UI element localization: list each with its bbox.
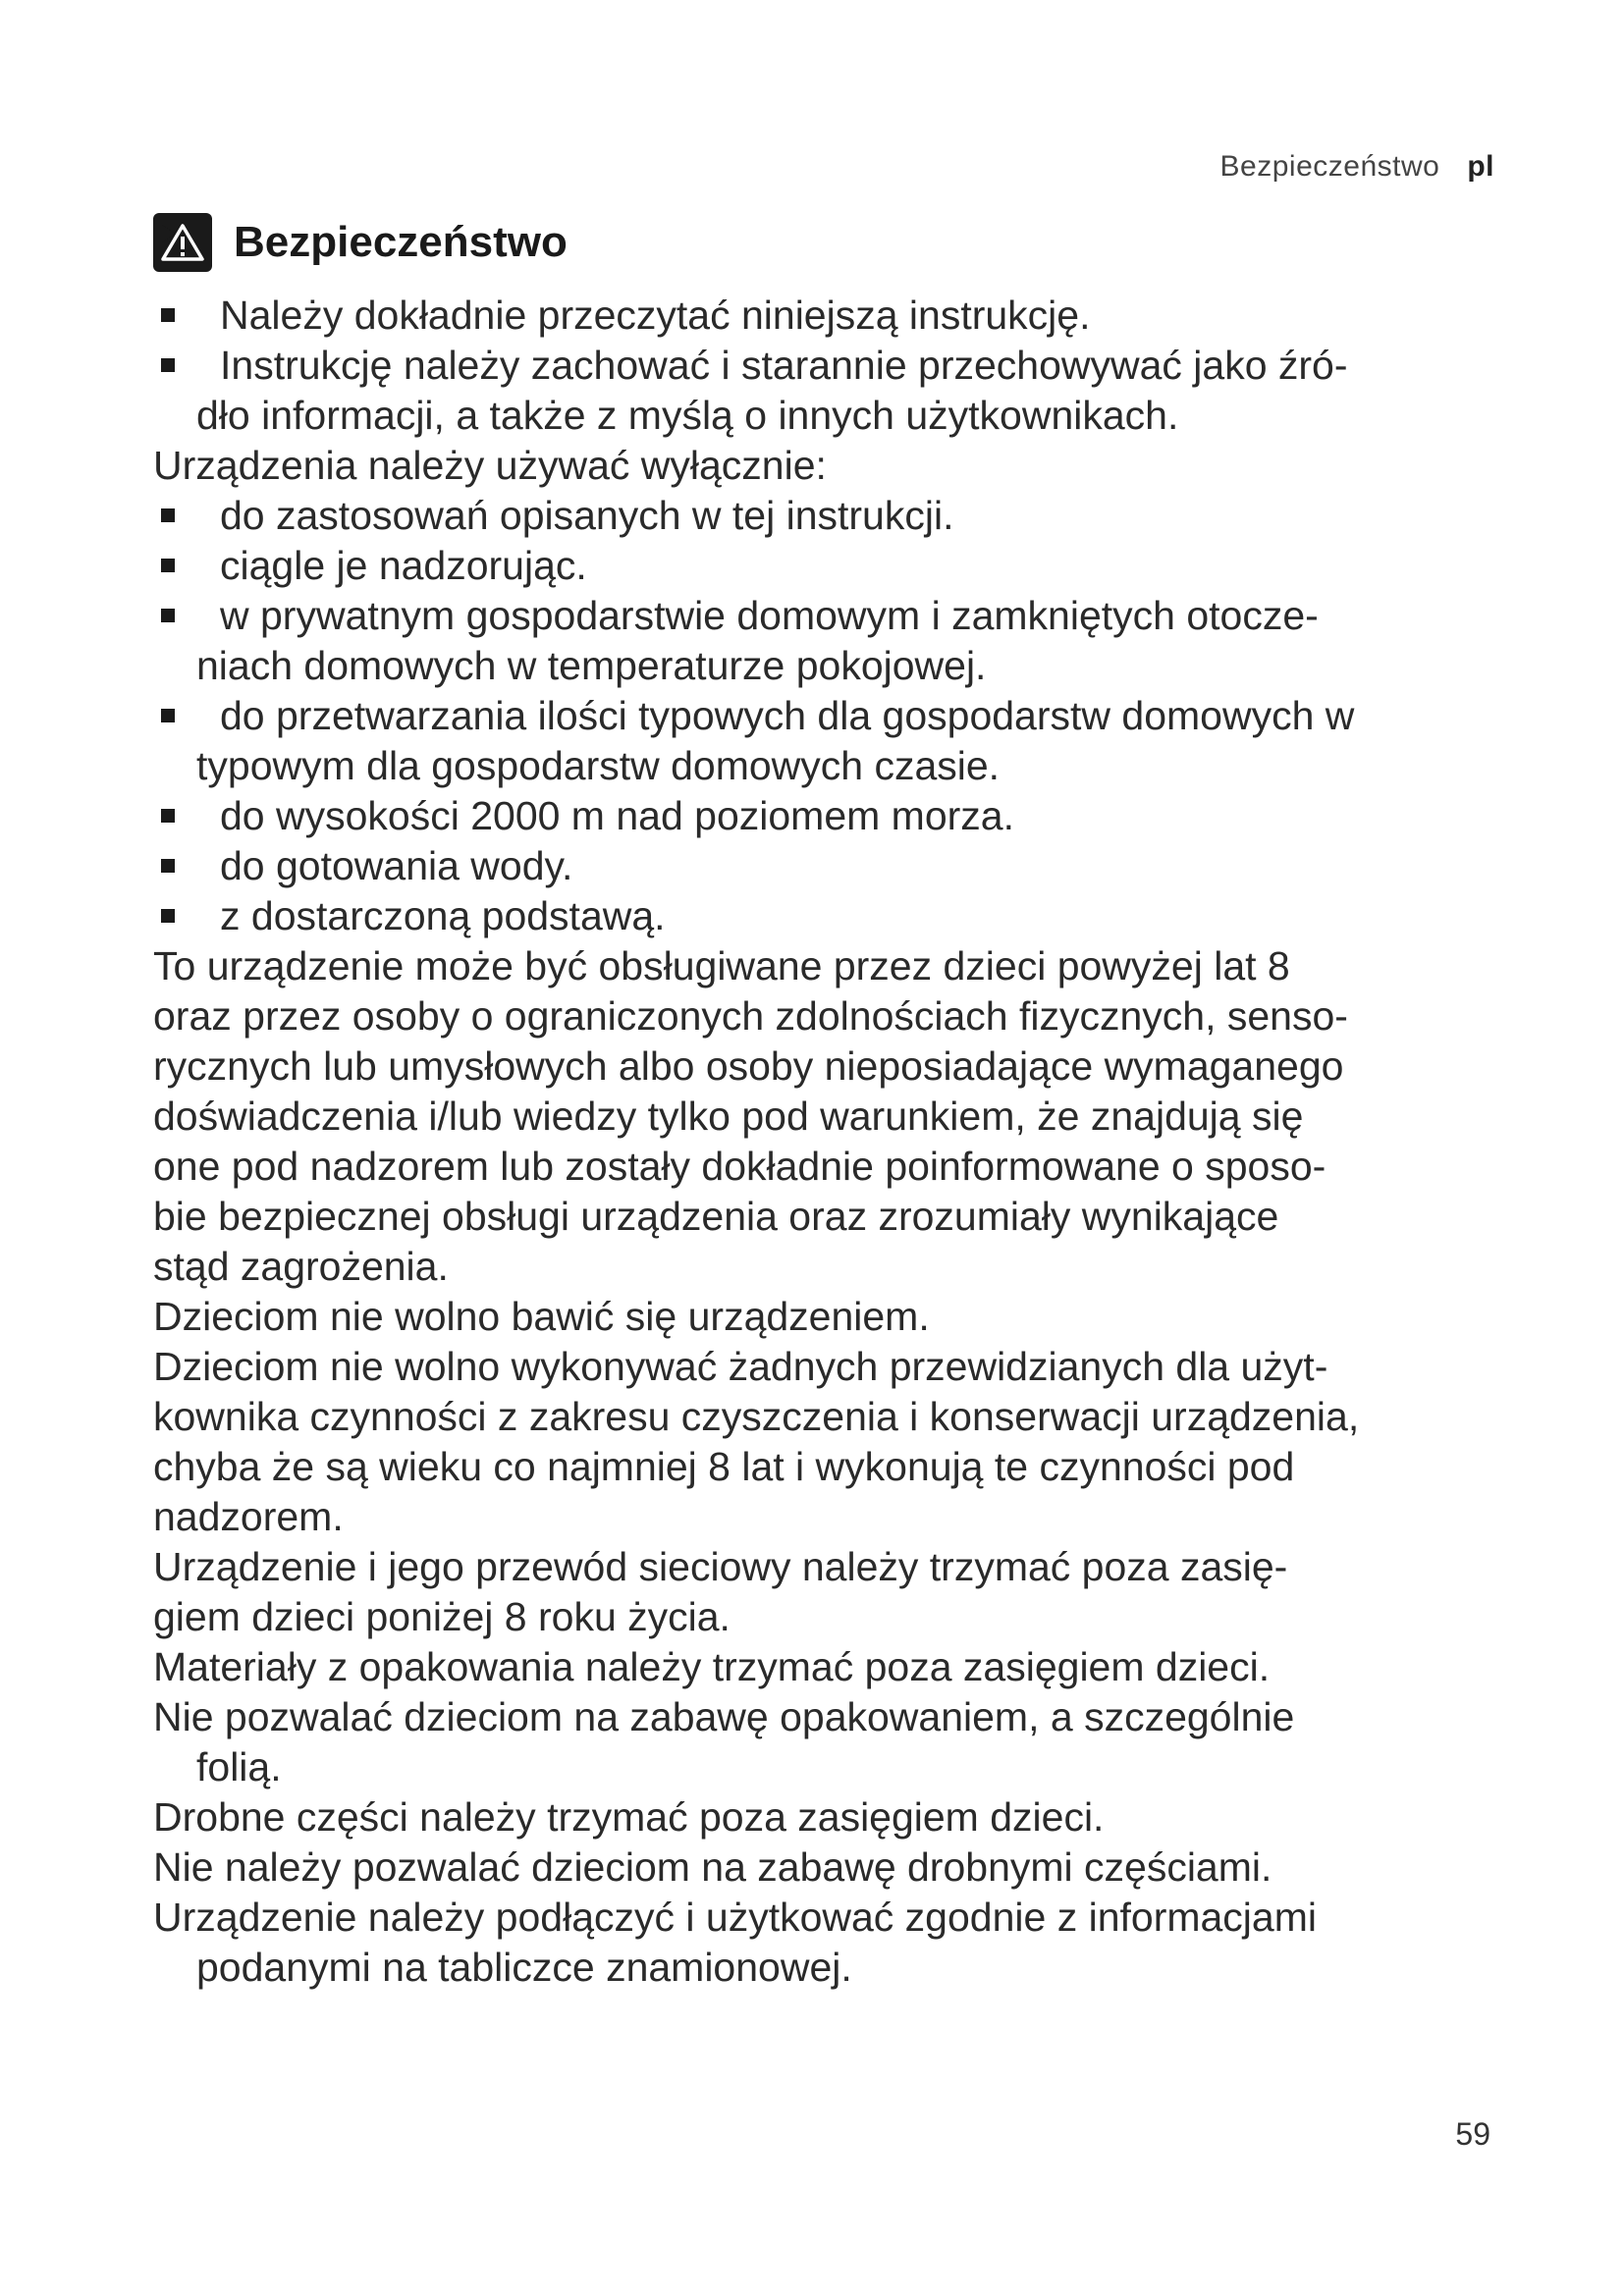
line-text: kownika czynności z zakresu czyszczenia i konserwacji urządzenia, [153,1394,1360,1439]
line-text: do wysokości 2000 m nad poziomem morza. [220,793,1014,838]
square-bullet-icon [161,358,175,372]
line-text: Nie pozwalać dzieciom na zabawę opakowaniem, a szczególnie [153,1694,1295,1739]
continuation-line [153,641,1528,691]
square-bullet-icon [161,308,175,322]
line-text: Urządzenie i jego przewód sieciowy należy trzymać poza zasię- [153,1544,1288,1589]
bullet-item [153,591,1528,641]
line-text: stąd zagrożenia. [153,1244,449,1289]
continuation-line [153,1742,1528,1792]
square-bullet-icon [161,559,175,572]
square-bullet-icon [161,809,175,823]
bullet-item [153,841,1528,891]
line-text: Instrukcję należy zachować i starannie przechowywać jako źró- [220,343,1348,388]
line-text: typowym dla gospodarstw domowych czasie. [196,743,1001,788]
line-text: dło informacji, a także z myślą o innych użytkownikach. [196,393,1179,438]
line-text: Dzieciom nie wolno wykonywać żadnych przewidzianych dla użyt- [153,1344,1328,1389]
square-bullet-icon [161,508,175,522]
line-text: Drobne części należy trzymać poza zasięgiem dzieci. [153,1794,1105,1840]
line-text: niach domowych w temperaturze pokojowej. [196,643,987,688]
paragraph-line [153,441,1528,491]
line-text: Należy dokładnie przeczytać niniejszą instrukcję. [220,293,1091,338]
square-bullet-icon [161,709,175,722]
line-text: do przetwarzania ilości typowych dla gospodarstw domowych w [220,693,1355,738]
line-text: oraz przez osoby o ograniczonych zdolnościach fizycznych, senso- [153,993,1348,1039]
line-text: Dzieciom nie wolno bawić się urządzeniem. [153,1294,930,1339]
paragraph-line [153,1242,1528,1292]
paragraph-line [153,1142,1528,1192]
warning-triangle-icon [153,213,212,272]
square-bullet-icon [161,909,175,923]
paragraph-line [153,941,1528,991]
line-text: one pod nadzorem lub zostały dokładnie poinformowane o sposo- [153,1144,1326,1189]
paragraph-line [153,1442,1528,1492]
square-bullet-icon [161,859,175,873]
instruction-item [153,1842,1528,1893]
continuation-line [153,391,1528,441]
line-text: chyba że są wieku co najmniej 8 lat i wykonują te czynności pod [153,1444,1295,1489]
line-text: bie bezpiecznej obsługi urządzenia oraz zrozumiały wynikające [153,1194,1279,1239]
main-content [153,210,1528,1993]
bullet-item [153,791,1528,841]
line-text: do gotowania wody. [220,843,573,888]
page-number: 59 [1455,2116,1490,2152]
paragraph-line [153,1542,1528,1592]
section-heading [153,210,1528,275]
running-header [1220,150,1494,184]
paragraph-line [153,1492,1528,1542]
line-text: z dostarczoną podstawą. [220,893,666,938]
line-text: nadzorem. [153,1494,344,1539]
line-text: rycznych lub umysłowych albo osoby nieposiadające wymaganego [153,1043,1344,1089]
instruction-item [153,1642,1528,1692]
bullet-item [153,541,1528,591]
bullet-item [153,891,1528,941]
instruction-item [153,1692,1528,1742]
header-language: pl [1467,150,1494,183]
continuation-line [153,741,1528,791]
line-text: To urządzenie może być obsługiwane przez dzieci powyżej lat 8 [153,943,1290,988]
bullet-item [153,291,1528,341]
paragraph-line [153,1342,1528,1392]
arrow-bullet-icon [162,225,175,242]
line-text: Urządzenia należy używać wyłącznie: [153,443,827,488]
line-text: w prywatnym gospodarstwie domowym i zamkniętych otocze- [220,593,1319,638]
header-section: Bezpieczeństwo [1219,150,1440,183]
paragraph-line [153,1292,1528,1342]
line-text: Materiały z opakowania należy trzymać poza zasięgiem dzieci. [153,1644,1271,1689]
paragraph-line [153,1392,1528,1442]
bullet-item [153,691,1528,741]
line-text: ciągle je nadzorując. [220,543,587,588]
text-body [153,291,1528,1993]
line-text: do zastosowań opisanych w tej instrukcji. [220,493,954,538]
square-bullet-icon [161,609,175,622]
bullet-item [153,341,1528,391]
instruction-item [153,1893,1528,1943]
paragraph-line [153,1192,1528,1242]
line-text: folią. [196,1744,282,1789]
line-text: giem dzieci poniżej 8 roku życia. [153,1594,731,1639]
bullet-item [153,491,1528,541]
continuation-line [153,1943,1528,1993]
section-title: Bezpieczeństwo [234,218,568,266]
instruction-item [153,1792,1528,1842]
paragraph-line [153,991,1528,1041]
paragraph-line [153,1092,1528,1142]
paragraph-line [153,1592,1528,1642]
paragraph-line [153,1041,1528,1092]
line-text: Urządzenie należy podłączyć i użytkować zgodnie z informacjami [153,1895,1317,1940]
line-text: podanymi na tabliczce znamionowej. [196,1945,852,1990]
line-text: Nie należy pozwalać dzieciom na zabawę drobnymi częściami. [153,1844,1272,1890]
line-text: doświadczenia i/lub wiedzy tylko pod warunkiem, że znajdują się [153,1094,1304,1139]
